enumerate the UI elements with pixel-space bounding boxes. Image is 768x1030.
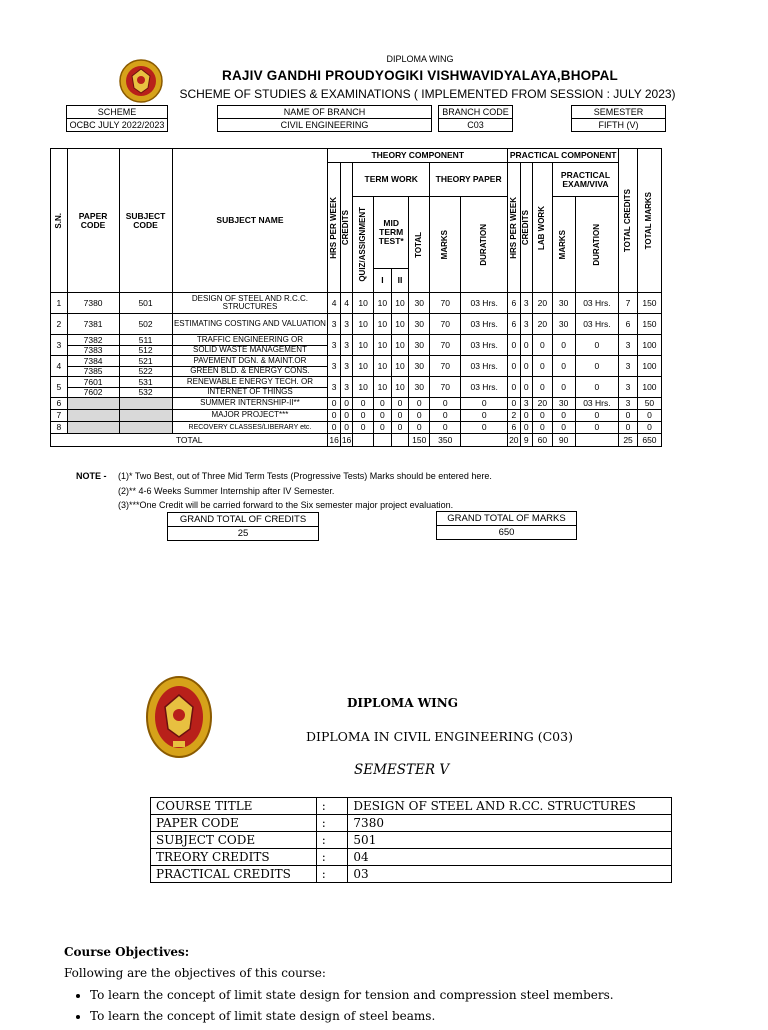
total-credits-header: TOTAL CREDITS	[619, 149, 638, 293]
page2-wing: DIPLOMA WING	[347, 696, 459, 710]
total-row: TOTAL 16 16 150 350 20 9 60 90 25 650	[51, 434, 662, 447]
grand-credits-box	[167, 512, 319, 541]
p-credits-header: CREDITS	[520, 163, 532, 293]
page2-program: DIPLOMA IN CIVIL ENGINEERING (C03)	[306, 729, 573, 744]
list-item: • To learn the concept of limit state design for tension and compression steel members.	[90, 988, 768, 1002]
note-1: (1)* Two Best, out of Three Mid Term Tests (Progressive Tests) Marks should be entered here.	[118, 471, 492, 481]
course-info-table	[150, 797, 672, 883]
branch-code-value: C03	[439, 118, 512, 131]
marks-header: MARKS	[430, 197, 461, 293]
semester-box	[571, 105, 666, 132]
p-duration-header: DURATION	[575, 197, 619, 293]
mid-i-header: I	[374, 269, 392, 293]
semester-label: SEMESTER	[593, 107, 644, 117]
branch-box	[217, 105, 432, 132]
note-label: NOTE -	[76, 471, 107, 481]
table-row: 4 7384 7385 521 522 PAVEMENT DGN. & MAINT.OR GREEN BLD. & ENERGY CONS. 3 3 10 10 10 30 70 03 Hrs. 0 0 0 0 0 3 100	[51, 356, 662, 377]
practical-component-header: PRACTICAL COMPONENT	[508, 149, 619, 163]
table-row: SUBJECT CODE : 501	[151, 832, 672, 849]
table-row: COURSE TITLE : DESIGN OF STEEL AND R.CC. STRUCTURES	[151, 798, 672, 815]
total-marks-header: TOTAL MARKS	[637, 149, 661, 293]
subject-code-header: SUBJECT CODE	[119, 149, 172, 293]
term-work-header: TERM WORK	[353, 163, 430, 197]
credits-header: CREDITS	[340, 163, 352, 293]
subject-name-header: SUBJECT NAME	[172, 149, 328, 293]
header-wing: DIPLOMA WING	[386, 54, 454, 64]
table-row: 8 RECOVERY CLASSES/LIBERARY etc. 0 0 0 0 0 0 0 0 6 0 0 0 0 0 0	[51, 422, 662, 434]
scheme-table	[50, 148, 662, 447]
scheme-box	[66, 105, 168, 132]
duration-header: DURATION	[461, 197, 508, 293]
table-row: PAPER CODE : 7380	[151, 815, 672, 832]
quiz-header: QUIZ/ASSIGNMENT	[353, 197, 374, 293]
university-name: RAJIV GANDHI PROUDYOGIKI VISHWAVIDYALAYA,BHOPAL	[222, 68, 618, 83]
sn-header: S.N.	[51, 149, 68, 293]
scheme-line: SCHEME OF STUDIES & EXAMINATIONS ( IMPLEMENTED FROM SESSION : JULY 2023)	[179, 87, 676, 101]
p-hrs-header: HRS PER WEEK	[508, 163, 520, 293]
grand-marks-label: GRAND TOTAL OF MARKS	[447, 513, 566, 524]
hrs-per-week-header: HRS PER WEEK	[328, 163, 340, 293]
table-row: 1 7380 501 DESIGN OF STEEL AND R.C.C. STRUCTURES 4 4 10 10 10 30 70 03 Hrs. 6 3 20 30 03 Hrs. 7 150	[51, 293, 662, 314]
total-header: TOTAL	[409, 197, 430, 293]
table-row: TREORY CREDITS : 04	[151, 849, 672, 866]
lab-work-header: LAB WORK	[533, 163, 553, 293]
table-row: 2 7381 502 ESTIMATING COSTING AND VALUATION 3 3 10 10 10 30 70 03 Hrs. 6 3 20 30 03 Hrs. 6 150	[51, 314, 662, 335]
table-row: 5 7601 7602 531 532 RENEWABLE ENERGY TECH. OR INTERNET OF THINGS 3 3 10 10 10 30 70 03 Hrs. 0 0 0 0 0 3 100	[51, 377, 662, 398]
branch-code-box	[438, 105, 513, 132]
semester-value: FIFTH (V)	[572, 118, 665, 131]
grand-marks-value: 650	[437, 525, 576, 539]
university-logo-large	[145, 675, 213, 759]
note-2: (2)** 4-6 Weeks Summer Internship after IV Semester.	[118, 486, 335, 496]
table-row: 7 MAJOR PROJECT*** 0 0 0 0 0 0 0 0 2 0 0 0 0 0 0	[51, 410, 662, 422]
scheme-value: OCBC JULY 2022/2023	[67, 118, 167, 131]
grand-credits-value: 25	[168, 526, 318, 540]
total-label: TOTAL	[51, 434, 328, 447]
branch-label: NAME OF BRANCH	[283, 107, 366, 117]
note-3: (3)***One Credit will be carried forward to the Six semester major project evaluation.	[118, 500, 454, 510]
branch-value: CIVIL ENGINEERING	[218, 118, 431, 131]
theory-paper-header: THEORY PAPER	[430, 163, 508, 197]
practical-exam-header: PRACTICAL EXAM/VIVA	[552, 163, 618, 197]
paper-code-header: PAPER CODE	[67, 149, 119, 293]
table-row: 6 SUMMER INTERNSHIP-II** 0 0 0 0 0 0 0 0 0 3 20 30 03 Hrs. 3 50	[51, 398, 662, 410]
p-marks-header: MARKS	[552, 197, 575, 293]
theory-component-header: THEORY COMPONENT	[328, 149, 508, 163]
objectives-intro: Following are the objectives of this course:	[64, 966, 326, 980]
grand-credits-label: GRAND TOTAL OF CREDITS	[179, 514, 307, 525]
list-item: • To learn the concept of limit state design of steel beams.	[90, 1009, 768, 1023]
objectives-title: Course Objectives:	[64, 945, 190, 959]
mid-term-header: MID TERM TEST*	[374, 197, 409, 269]
grand-marks-box	[436, 511, 577, 540]
table-row: PRACTICAL CREDITS : 03	[151, 866, 672, 883]
table-row: 3 7382 7383 511 512 TRAFFIC ENGINEERING OR SOLID WASTE MANAGEMENT 3 3 10 10 10 30 70 03 Hrs. 0 0 0 0 0 3 100	[51, 335, 662, 356]
mid-ii-header: II	[391, 269, 409, 293]
page2-semester: SEMESTER V	[354, 762, 450, 778]
scheme-label: SCHEME	[97, 107, 137, 117]
branch-code-label: BRANCH CODE	[442, 107, 509, 117]
